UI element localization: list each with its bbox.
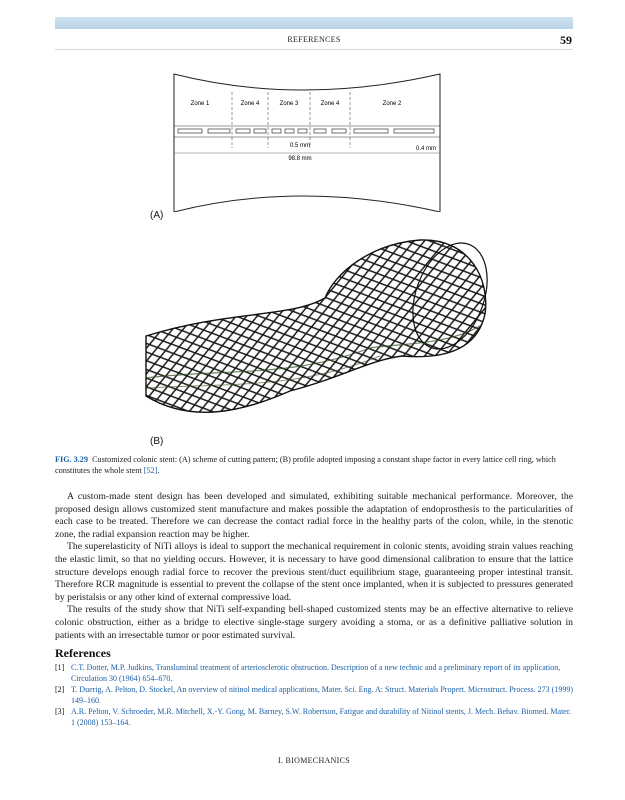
figure-a-cutting-pattern [150, 62, 450, 212]
reference-item [55, 663, 573, 684]
header-bar [55, 17, 573, 29]
zone-label: Zone 3 [279, 101, 299, 107]
body-paragraph: The superelasticity of NiTi alloys is ideal to support the mechanical requirement in colonic stents, avoiding strain values reaching the elastic limit, so that no yielding occurs. However, it is necessary to have good dimensional calibration to ensure that the lattice structure develops enough radial force to recover the previous stent/duct equilibrium stage, guaranteeing proper intestinal transit. Therefore RCR magnitude is essential to prevent the collapse of the stent once implanted, when it is subjected to pressures generated by peristalsis or any other kind of external compressive load. [55, 541, 573, 603]
dimension-label: 98.8 mm [288, 156, 312, 162]
running-head: REFERENCES [287, 35, 341, 44]
reference-item [55, 685, 573, 706]
caption-figure-number: FIG. 3.29 [55, 455, 88, 464]
figure-caption [55, 454, 573, 476]
zone-label: Zone 4 [320, 101, 340, 107]
dimension-label: 0.5 mm [289, 143, 311, 149]
figure-b-stent-lattice [140, 228, 500, 434]
references-list [55, 663, 573, 730]
reference-item [55, 707, 573, 728]
body-paragraph: The results of the study show that NiTi self-expanding bell-shaped customized stents may be an effective alternative to relieve colonic obstruction, either as a bridge to elective single-stage surgery avoiding a stoma, or as a definitive palliative solution in patients with an irresectable tumor or poor estimated survival. [55, 604, 573, 641]
reference-number: [2] [55, 685, 65, 695]
body-text [55, 491, 573, 642]
references-heading: References [55, 646, 111, 660]
caption-end: . [157, 466, 160, 475]
reference-link[interactable]: C.T. Dotter, M.P. Judkins, Transluminal treatment of arteriosclerotic obstruction. Description of a new technic and a preliminary report of its application, Circulation 30 (1964) 654–670. [71, 663, 561, 683]
zone-label: Zone 4 [240, 101, 260, 107]
reference-number: [3] [55, 707, 65, 717]
reference-link[interactable]: A.R. Pelton, V. Schroeder, M.R. Mitchell, X.-Y. Gong, M. Barney, S.W. Robertson, Fatigue and durability of Nitinol stents, J. Mech. Behav. Biomed. Mater. 1 (2008) 153–164. [71, 707, 572, 727]
reference-number: [1] [55, 663, 65, 672]
page-number: 59 [560, 33, 572, 47]
figure-b-label: (B) [150, 436, 164, 447]
dimension-label: 0.4 mm [415, 146, 437, 152]
strut-slots [178, 129, 434, 133]
zone-label: Zone 1 [190, 101, 210, 107]
caption-text: Customized colonic stent: (A) scheme of cutting pattern; (B) profile adopted imposing a constant shape factor in every lattice cell ring, which constitutes the whole stent [55, 455, 556, 475]
caption-citation-link[interactable]: [52] [143, 466, 158, 475]
reference-link[interactable]: T. Duerig, A. Pelton, D. Stockel, An overview of nitinol medical applications, Mater. Sci. Eng. A: Struct. Materials Propert. Microstruct. Process. 273 (1999) 149–160. [71, 685, 573, 705]
zone-label: Zone 2 [382, 101, 402, 107]
header-rule [55, 49, 573, 50]
body-paragraph: A custom-made stent design has been developed and simulated, exhibiting suitable mechanical performance. Moreover, the proposed design allows customized stent manufacture and makes possible the adaptation of endoprosthesis to the particularities of each case to be treated. Therefore we can decrease the contact radial force in the healthy parts of the colon, while, in the stenotic zone, the radial expansion reaction may be higher. [55, 491, 573, 540]
figure-a-label: (A) [150, 210, 164, 221]
footer-section-title: I. BIOMECHANICS [277, 756, 351, 765]
